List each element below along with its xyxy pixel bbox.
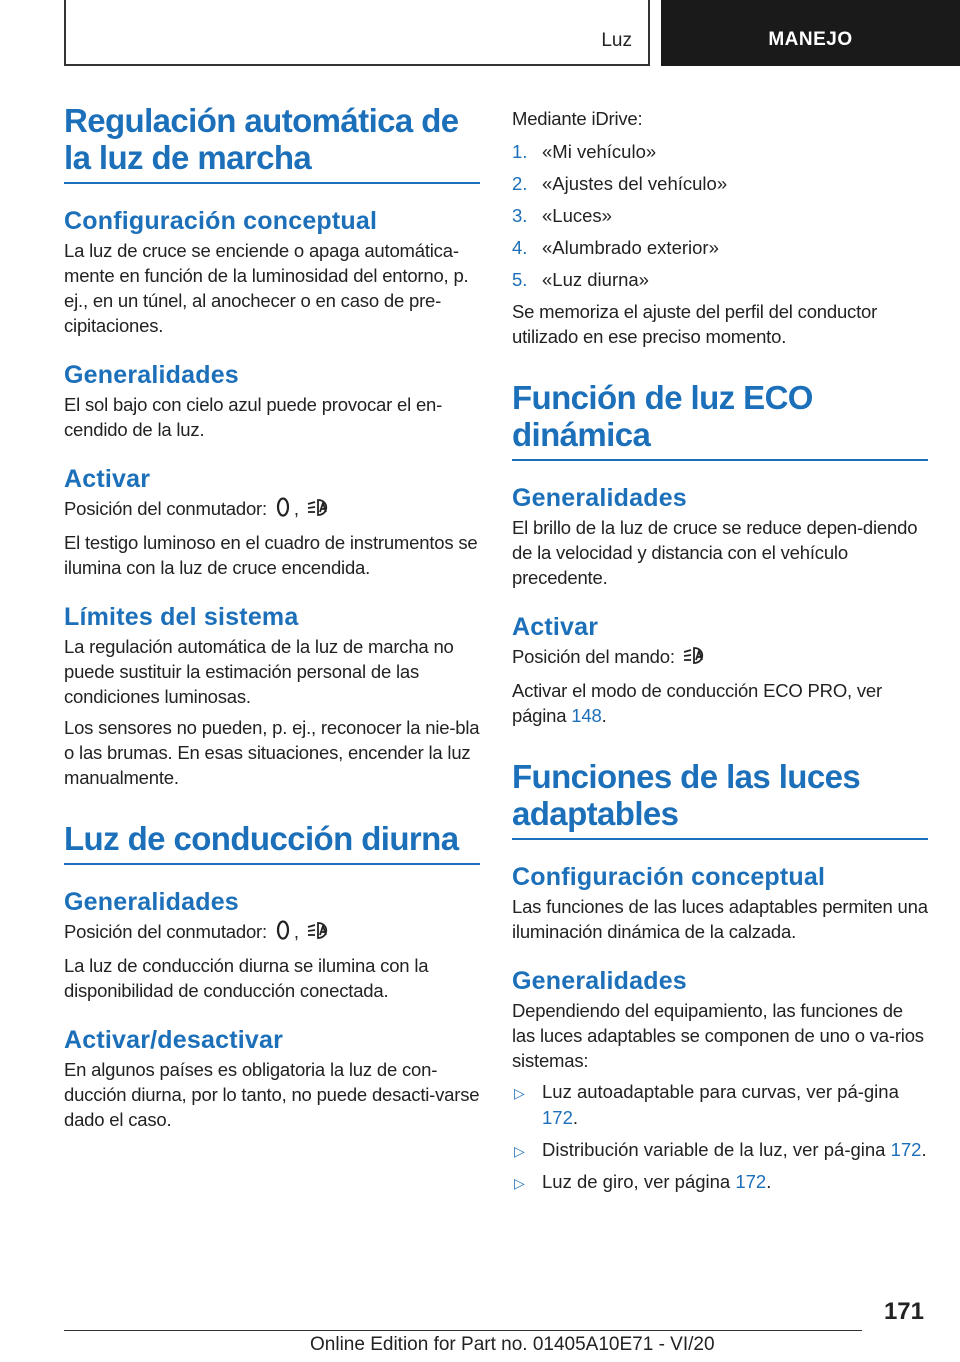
title-daytime-running-light: Luz de conducción diurna (64, 820, 480, 865)
list-item: 5. «Luz diurna» (512, 269, 649, 290)
header-section-box (64, 0, 650, 66)
heading-drl-general: Generalidades (64, 888, 239, 916)
triangle-bullet-icon: ▷ (514, 1085, 525, 1101)
heading-adaptive-concept: Configuración conceptual (512, 863, 826, 891)
text-memorize: Se memoriza el ajuste del perfil del conductor utilizado en ese preciso momento. (512, 301, 878, 347)
list-item: ▷ Distribución variable de la luz, ver pá-gina 172. (512, 1137, 928, 1163)
page-link-172[interactable]: 172 (542, 1107, 573, 1128)
text-eco-activate: Activar el modo de conducción ECO PRO, ver página 148. (512, 680, 882, 726)
control-position-line (512, 644, 928, 672)
text-activate: El testigo luminoso en el cuadro de instrumentos se ilumina con la luz de cruce encendida. (64, 532, 478, 578)
list-item: 3. «Luces» (512, 205, 612, 226)
heading-activate: Activar (64, 465, 151, 493)
switch-off-position-icon (275, 496, 291, 524)
list-item: 4. «Alumbrado exterior» (512, 237, 719, 258)
text-limits-2: Los sensores no pueden, p. ej., reconocer la nie-bla o las brumas. En esas situaciones, encender la luz manualmente. (64, 717, 480, 788)
header-section-title: Luz (601, 30, 632, 51)
list-item: ▷ Luz autoadaptable para curvas, ver pá-gina 172. (514, 1081, 899, 1128)
heading-limits: Límites del sistema (64, 603, 299, 631)
header-chapter-tab (661, 0, 960, 66)
right-column (512, 102, 928, 1201)
title-eco-light: Función de luz ECO dinámica (512, 379, 928, 461)
switch-position-line (64, 496, 480, 524)
text-drl-general: La luz de conducción diurna se ilumina con la disponibilidad de conducción conectada. (64, 955, 429, 1001)
heading-eco-general: Generalidades (512, 484, 687, 512)
title-auto-headlight: Regulación automática de la luz de marcha (64, 102, 480, 184)
left-column (64, 102, 480, 1138)
idrive-steps (512, 139, 928, 292)
triangle-bullet-icon: ▷ (514, 1143, 525, 1159)
automatic-light-control-icon (683, 644, 709, 672)
switch-off-position-icon (275, 919, 291, 947)
heading-concept: Configuración conceptual (64, 207, 378, 235)
text-drl-toggle: En algunos países es obligatoria la luz de con-ducción diurna, por lo tanto, no puede desacti-varse dado el caso. (64, 1059, 480, 1130)
text-general: El sol bajo con cielo azul puede provocar el en-cendido de la luz. (64, 394, 443, 440)
adaptive-systems-list (512, 1079, 928, 1195)
title-adaptive-lights: Funciones de las luces adaptables (512, 758, 928, 840)
heading-eco-activate: Activar (512, 613, 599, 641)
header-chapter-title: MANEJO (768, 29, 853, 50)
switch-position-label: Posición del conmutador: (64, 498, 267, 519)
control-position-label: Posición del mando: (512, 646, 675, 667)
heading-general: Generalidades (64, 361, 239, 389)
drl-switch-position-line (64, 919, 480, 947)
heading-adaptive-general: Generalidades (512, 967, 687, 995)
list-item: ▷ Luz de giro, ver página 172. (512, 1169, 928, 1195)
symbol-separator: , (293, 921, 299, 942)
drl-switch-position-label: Posición del conmutador: (64, 921, 267, 942)
triangle-bullet-icon: ▷ (514, 1175, 525, 1191)
footer-edition: Online Edition for Part no. 01405A10E71 - VI/20 (310, 1334, 715, 1355)
text-adaptive-concept: Las funciones de las luces adaptables permiten una iluminación dinámica de la calzada. (512, 896, 928, 942)
text-limits-1: La regulación automática de la luz de marcha no puede sustituir la estimación personal de las condiciones luminosas. (64, 636, 454, 707)
footer-divider (64, 1330, 862, 1331)
text-concept: La luz de cruce se enciende o apaga automática-mente en función de la luminosidad del entorno, p. ej., en un túnel, al anochecer o en caso de pre-cipitaciones. (64, 240, 469, 336)
text-adaptive-general: Dependiendo del equipamiento, las funciones de las luces adaptables se componen de uno o va-rios sistemas: (512, 1000, 924, 1071)
page-number: 171 (883, 1298, 924, 1325)
idrive-intro: Mediante iDrive: (512, 108, 643, 129)
page-link-172[interactable]: 172 (890, 1139, 922, 1160)
text-eco-general: El brillo de la luz de cruce se reduce depen-diendo de la velocidad y distancia con el vehículo precedente. (512, 517, 918, 588)
list-item: 1. «Mi vehículo» (512, 141, 657, 162)
automatic-light-control-icon (307, 919, 333, 947)
list-item: 2. «Ajustes del vehículo» (512, 173, 728, 194)
automatic-light-control-icon (307, 496, 333, 524)
page-link-172[interactable]: 172 (735, 1171, 767, 1192)
page-link-148[interactable]: 148 (571, 705, 602, 726)
symbol-separator: , (293, 498, 299, 519)
heading-drl-toggle: Activar/desactivar (64, 1026, 284, 1054)
page-header (0, 0, 960, 66)
